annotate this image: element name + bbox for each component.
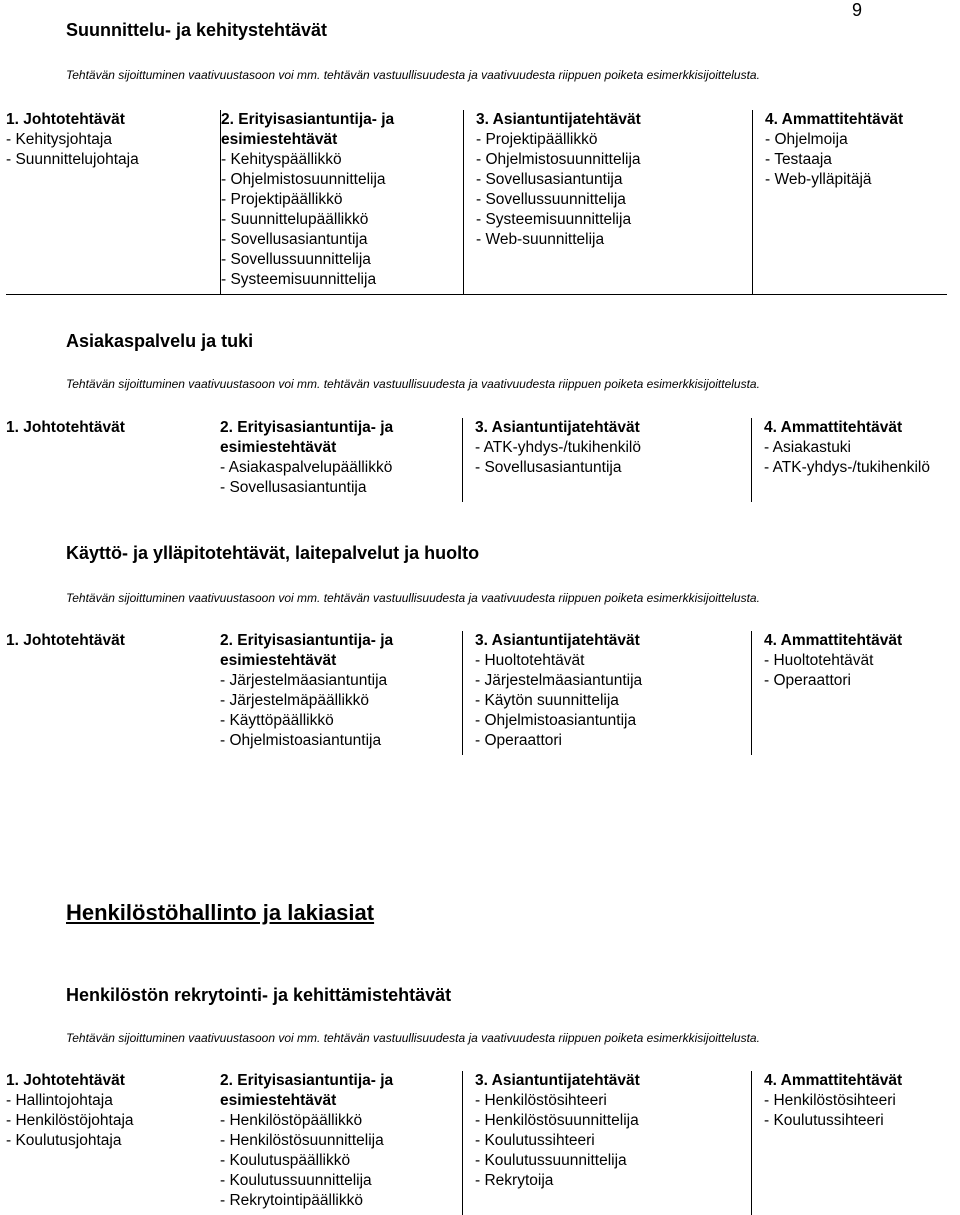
column-asiantuntija xyxy=(463,418,752,502)
role-item: - Systeemisuunnittelija xyxy=(221,271,377,288)
role-item: - Asiakaspalvelupäällikkö xyxy=(220,459,393,476)
column-johtotehtavat xyxy=(6,110,221,295)
role-item: - Henkilöstösihteeri xyxy=(764,1092,896,1109)
column-asiantuntija xyxy=(464,110,753,295)
role-item: - Kehityspäällikkö xyxy=(221,151,342,168)
role-item: - ATK-yhdys-/tukihenkilö xyxy=(764,459,930,476)
role-item: - Järjestelmäasiantuntija xyxy=(220,672,388,689)
column-ammatti xyxy=(753,110,948,295)
role-item: - Sovellussuunnittelija xyxy=(221,251,371,268)
role-item: - Testaaja xyxy=(765,151,832,168)
section-title-asiakaspalvelu: Asiakaspalvelu ja tuki xyxy=(66,331,254,351)
section-note: Tehtävän sijoittuminen vaativuustasoon voi mm. tehtävän vastuullisuudesta ja vaativuudesta riippuen poiketa esimerkkisijoittelusta. xyxy=(66,68,760,82)
column-header: 1. Johtotehtävät xyxy=(6,632,125,649)
role-item: - Koulutussuunnittelija xyxy=(220,1172,372,1189)
column-erityisasiantuntija xyxy=(221,110,464,295)
role-item: - Henkilöstösihteeri xyxy=(475,1092,607,1109)
column-header: 2. Erityisasiantuntija- ja esimiestehtävät xyxy=(220,632,394,669)
column-ammatti xyxy=(752,631,948,755)
role-item: - Web-ylläpitäjä xyxy=(765,171,872,188)
role-item: - Asiakastuki xyxy=(764,439,852,456)
column-johtotehtavat xyxy=(6,631,220,755)
role-item: - Ohjelmoija xyxy=(765,131,848,148)
role-item: - Henkilöstösuunnittelija xyxy=(220,1132,384,1149)
column-header: 4. Ammattitehtävät xyxy=(764,419,903,436)
role-item: - Ohjelmistosuunnittelija xyxy=(221,171,386,188)
role-item: - Operaattori xyxy=(764,672,852,689)
section-title-rekrytointi: Henkilöstön rekrytointi- ja kehittämistehtävät xyxy=(66,985,452,1005)
column-johtotehtavat xyxy=(6,418,220,502)
role-item: - Ohjelmistoasiantuntija xyxy=(475,712,637,729)
role-item: - Ohjelmistoasiantuntija xyxy=(220,732,382,749)
role-item: - Rekrytoija xyxy=(475,1172,554,1189)
role-item: - Operaattori xyxy=(475,732,563,749)
role-item: - Henkilöstöjohtaja xyxy=(6,1112,134,1129)
section-title-kaytto: Käyttö- ja ylläpitotehtävät, laitepalvelut ja huolto xyxy=(66,543,480,563)
column-erityisasiantuntija xyxy=(220,1071,463,1215)
role-item: - Sovellusasiantuntija xyxy=(221,231,368,248)
column-header: 2. Erityisasiantuntija- ja esimiestehtävät xyxy=(220,419,394,456)
roles-table-kaytto xyxy=(6,631,947,755)
column-header: 3. Asiantuntijatehtävät xyxy=(475,419,640,436)
column-header: 2. Erityisasiantuntija- ja esimiestehtävät xyxy=(220,1072,394,1109)
role-item: - Järjestelmäasiantuntija xyxy=(475,672,643,689)
page-number: 9 xyxy=(852,0,863,20)
role-item: - Henkilöstösuunnittelija xyxy=(475,1112,639,1129)
column-erityisasiantuntija xyxy=(220,418,463,502)
section-note: Tehtävän sijoittuminen vaativuustasoon voi mm. tehtävän vastuullisuudesta ja vaativuudesta riippuen poiketa esimerkkisijoittelusta. xyxy=(66,591,760,605)
role-item: - Suunnittelujohtaja xyxy=(6,151,139,168)
column-ammatti xyxy=(752,418,948,502)
column-header: 3. Asiantuntijatehtävät xyxy=(476,111,641,128)
column-johtotehtavat xyxy=(6,1071,220,1215)
section-note: Tehtävän sijoittuminen vaativuustasoon voi mm. tehtävän vastuullisuudesta ja vaativuudesta riippuen poiketa esimerkkisijoittelusta. xyxy=(66,1031,760,1045)
role-item: - Koulutuspäällikkö xyxy=(220,1152,351,1169)
major-title-henkilosto: Henkilöstöhallinto ja lakiasiat xyxy=(66,900,375,925)
role-item: - Järjestelmäpäällikkö xyxy=(220,692,370,709)
column-header: 4. Ammattitehtävät xyxy=(764,1072,903,1089)
roles-table-rekrytointi xyxy=(6,1071,947,1215)
role-item: - Projektipäällikkö xyxy=(476,131,598,148)
roles-table-asiakaspalvelu xyxy=(6,418,947,502)
column-header: 1. Johtotehtävät xyxy=(6,1072,125,1089)
column-asiantuntija xyxy=(463,631,752,755)
role-item: - Kehitysjohtaja xyxy=(6,131,112,148)
roles-table-suunnittelu xyxy=(6,110,947,295)
column-header: 4. Ammattitehtävät xyxy=(764,632,903,649)
role-item: - Huoltotehtävät xyxy=(764,652,874,669)
role-item: - Käyttöpäällikkö xyxy=(220,712,334,729)
role-item: - Huoltotehtävät xyxy=(475,652,585,669)
column-ammatti xyxy=(752,1071,948,1215)
role-item: - Web-suunnittelija xyxy=(476,231,605,248)
role-item: - Rekrytointipäällikkö xyxy=(220,1192,363,1209)
role-item: - Systeemisuunnittelija xyxy=(476,211,632,228)
role-item: - Ohjelmistosuunnittelija xyxy=(476,151,641,168)
role-item: - Sovellusasiantuntija xyxy=(220,479,367,496)
role-item: - Koulutussihteeri xyxy=(764,1112,884,1129)
column-header: 3. Asiantuntijatehtävät xyxy=(475,632,640,649)
column-header: 3. Asiantuntijatehtävät xyxy=(475,1072,640,1089)
role-item: - Suunnittelupäällikkö xyxy=(221,211,369,228)
column-header: 1. Johtotehtävät xyxy=(6,111,125,128)
role-item: - Koulutussuunnittelija xyxy=(475,1152,627,1169)
role-item: - Käytön suunnittelija xyxy=(475,692,619,709)
column-erityisasiantuntija xyxy=(220,631,463,755)
role-item: - ATK-yhdys-/tukihenkilö xyxy=(475,439,641,456)
column-header: 2. Erityisasiantuntija- ja esimiestehtävät xyxy=(221,111,395,148)
role-item: - Projektipäällikkö xyxy=(221,191,343,208)
column-header: 4. Ammattitehtävät xyxy=(765,111,904,128)
section-note: Tehtävän sijoittuminen vaativuustasoon voi mm. tehtävän vastuullisuudesta ja vaativuudesta riippuen poiketa esimerkkisijoittelusta. xyxy=(66,377,760,391)
role-item: - Henkilöstöpäällikkö xyxy=(220,1112,363,1129)
role-item: - Koulutussihteeri xyxy=(475,1132,595,1149)
role-item: - Hallintojohtaja xyxy=(6,1092,113,1109)
role-item: - Koulutusjohtaja xyxy=(6,1132,122,1149)
column-header: 1. Johtotehtävät xyxy=(6,419,125,436)
column-asiantuntija xyxy=(463,1071,752,1215)
role-item: - Sovellusasiantuntija xyxy=(475,459,622,476)
role-item: - Sovellussuunnittelija xyxy=(476,191,626,208)
role-item: - Sovellusasiantuntija xyxy=(476,171,623,188)
section-title-suunnittelu: Suunnittelu- ja kehitystehtävät xyxy=(66,20,328,40)
